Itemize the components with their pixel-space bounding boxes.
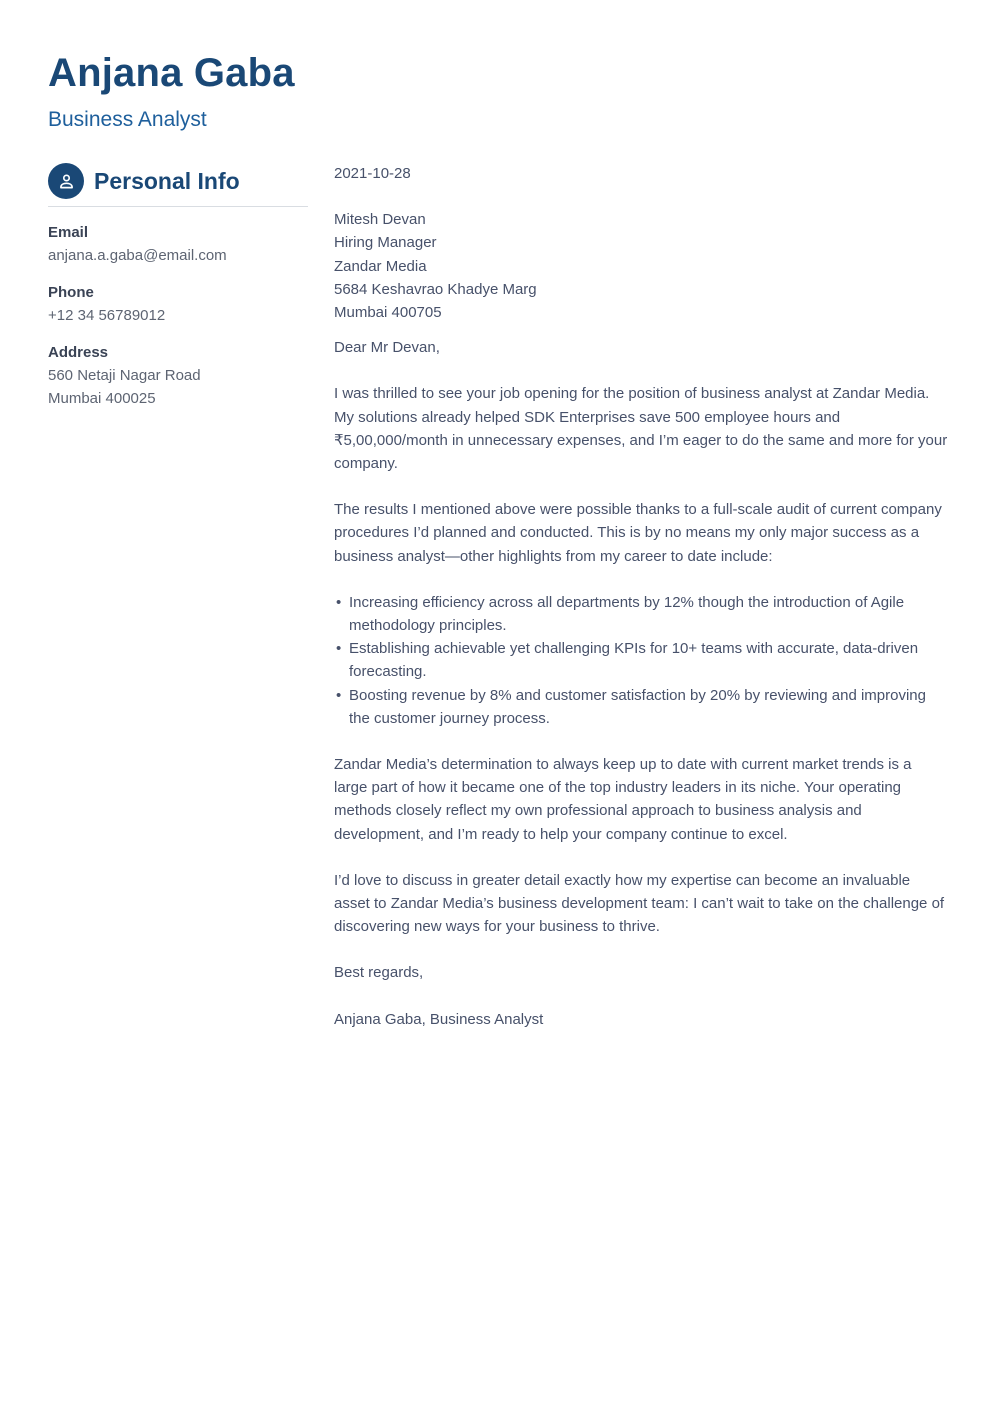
recipient-line: Hiring Manager bbox=[334, 234, 437, 252]
contact-value-line: anjana.a.gaba@email.com bbox=[48, 247, 227, 264]
contact-values bbox=[48, 364, 308, 410]
contact-value-line: Mumbai 400025 bbox=[48, 390, 156, 407]
section-divider bbox=[48, 206, 308, 207]
personal-info-heading bbox=[48, 163, 308, 199]
recipient-block bbox=[334, 208, 948, 324]
signature-line: Anjana Gaba, Business Analyst bbox=[334, 1010, 544, 1028]
contact-label: Phone bbox=[48, 284, 94, 301]
recipient-line: 5684 Keshavrao Khadye Marg bbox=[334, 280, 537, 298]
contact-values bbox=[48, 244, 308, 267]
contact-group bbox=[48, 281, 308, 327]
letter-paragraph: I was thrilled to see your job opening for the position of business analyst at Zandar Media. My solutions already helped SDK Enterprises save 500 employee hours and ₹5,00,000/month in unnecessary expenses, and I’m eager to do the same and more for your company. bbox=[334, 385, 948, 473]
letter-paragraph: The results I mentioned above were possible thanks to a full-scale audit of current company procedures I’d planned and conducted. This is by no means my only major success as a business analyst—other highlights from my career to date include: bbox=[334, 501, 942, 565]
contact-label: Email bbox=[48, 224, 89, 241]
person-icon bbox=[48, 163, 84, 199]
candidate-job-title: Business Analyst bbox=[48, 108, 207, 131]
contact-values bbox=[48, 304, 308, 327]
contact-group bbox=[48, 341, 308, 410]
bullet-list bbox=[334, 591, 948, 730]
recipient-line: Mumbai 400705 bbox=[334, 304, 442, 322]
contact-label: Address bbox=[48, 344, 109, 361]
signoff: Best regards, bbox=[334, 964, 424, 982]
bullet-item: • Establishing achievable yet challenging KPIs for 10+ teams with accurate, data-driven forecasting. bbox=[334, 637, 948, 683]
bullet-item: • Increasing efficiency across all departments by 12% though the introduction of Agile methodology principles. bbox=[334, 591, 948, 637]
letter-paragraph: Zandar Media’s determination to always keep up to date with current market trends is a large part of how it became one of the top industry leaders in its niche. Your operating methods closely reflect my own professional approach to business analysis and development, and I’m ready to help your company continue to excel. bbox=[334, 756, 912, 843]
bullet-item: • Boosting revenue by 8% and customer satisfaction by 20% by reviewing and improving the customer journey process. bbox=[334, 684, 948, 730]
contact-value-line: 560 Netaji Nagar Road bbox=[48, 367, 201, 384]
header bbox=[48, 52, 295, 132]
contact-group bbox=[48, 221, 308, 267]
sidebar bbox=[48, 163, 308, 410]
letter-body bbox=[334, 162, 948, 1031]
candidate-name: Anjana Gaba bbox=[48, 51, 295, 95]
recipient-line: Zandar Media bbox=[334, 257, 427, 275]
personal-info-title: Personal Info bbox=[94, 167, 240, 194]
letter-date: 2021-10-28 bbox=[334, 165, 411, 182]
contact-value-line: +12 34 56789012 bbox=[48, 307, 166, 324]
letter-paragraph: I’d love to discuss in greater detail exactly how my expertise can become an invaluable asset to Zandar Media’s business development team: I can’t wait to take on the challenge of discovering new ways for your business to thrive. bbox=[334, 871, 945, 936]
salutation: Dear Mr Devan, bbox=[334, 339, 440, 357]
recipient-line: Mitesh Devan bbox=[334, 211, 426, 229]
